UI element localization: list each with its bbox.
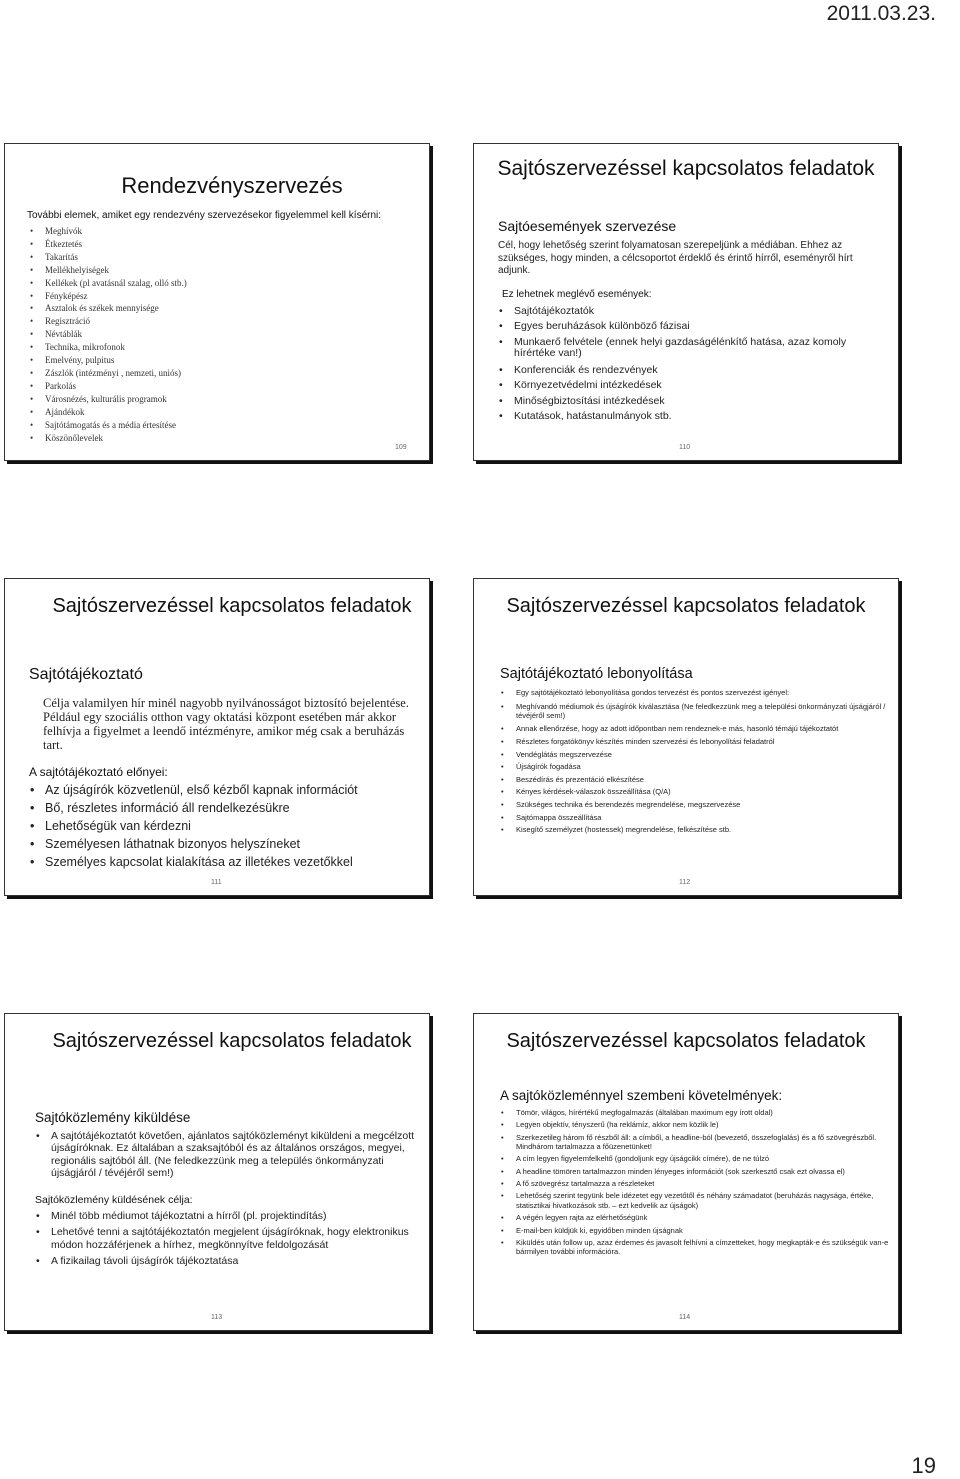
slide-subtitle: Sajtótájékoztató xyxy=(29,666,143,683)
list-item: • Legyen objektív, tényszerű (ha reklámíz, akkor nem közlik le) xyxy=(500,1119,890,1131)
list-item: • Sajtótájékoztatók xyxy=(498,304,888,319)
slide-title: Sajtószervezéssel kapcsolatos feladatok xyxy=(506,1030,866,1052)
list-item: • Egy sajtótájékoztató lebonyolítása gondos tervezést és pontos szervezést igényel: xyxy=(500,687,890,700)
slide-111 xyxy=(4,578,430,896)
list-item: • Munkaerő felvétele (ennek helyi gazdaságélénkítő hatása, azaz komoly hírértéke van!) xyxy=(498,337,888,360)
list-item: • Kiküldés után follow up, azaz érdemes és javasolt felhívni a címzetteket, hogy megkapták-e és szükségük van-e bármilyen további információra. xyxy=(500,1238,890,1257)
list-item: • Névtáblák xyxy=(29,328,187,341)
bullet-list xyxy=(35,1130,415,1181)
list-item: • E-mail-ben küldjük ki, egyidőben minden újságnak xyxy=(500,1225,890,1237)
bullet-list xyxy=(498,304,888,424)
list-item: • Kutatások, hatástanulmányok stb. xyxy=(498,409,888,424)
slide-113 xyxy=(4,1013,430,1331)
slide-number: 111 xyxy=(211,879,222,886)
slide-109 xyxy=(4,143,430,461)
list-item: • Mellékhelyiségek xyxy=(29,264,187,277)
list-item: • Takarítás xyxy=(29,251,187,264)
list-item: • Lehetőség szerint tegyünk bele idézetet egy vezetőtől és néhány számadatot (beruházás nagysága, értéke, statisztikai hivatkozások stb. – ezt kedvelik az újságok) xyxy=(500,1191,890,1210)
list-item: • Étkeztetés xyxy=(29,238,187,251)
bullet-list xyxy=(29,225,187,444)
list-item: • Minőségbiztosítási intézkedések xyxy=(498,394,888,409)
slide-subtitle: Sajtóközlemény kiküldése xyxy=(35,1110,191,1125)
list-item: • Bő, részletes információ áll rendelkezésükre xyxy=(29,800,358,818)
advantages-heading: A sajtótájékoztató előnyei: xyxy=(29,765,168,779)
list-item: • Személyesen láthatnak bizonyos helyszíneket xyxy=(29,836,358,854)
list-item: • Annak ellenőrzése, hogy az adott időpontban nem rendeznek-e más, hasonló témájú tájékoztatót xyxy=(500,724,890,734)
list-item: • Konferenciák és rendezvények xyxy=(498,363,888,378)
list-item: • Parkolás xyxy=(29,380,187,393)
list-item: • A fizikailag távoli újságírók tájékoztatása xyxy=(35,1255,415,1267)
slide-title: Rendezvényszervezés xyxy=(121,173,343,198)
slide-112 xyxy=(473,578,899,896)
slide-title: Sajtószervezéssel kapcsolatos feladatok xyxy=(497,157,875,180)
slide-114 xyxy=(473,1013,899,1331)
list-item: • Kisegítő személyzet (hostessek) megrendelése, felkészítése stb. xyxy=(500,824,890,837)
list-item: • Lehetőségük van kérdezni xyxy=(29,818,358,836)
slide-110 xyxy=(473,143,899,461)
slide-paragraph: Célja valamilyen hír minél nagyobb nyilvánosságot biztosító bejelentése. Például egy szociális otthon vagy oktatási központ esetében már akkor felhívja a figyelmet a leendő intézményre, amikor még csak a beruházás tart. xyxy=(43,696,409,752)
list-item: • Ajándékok xyxy=(29,406,187,419)
slide-subtitle: A sajtóközleménnyel szembeni követelmények: xyxy=(500,1088,783,1103)
bullet-list xyxy=(500,687,890,837)
list-item: • Kellékek (pl avatásnál szalag, olló stb.) xyxy=(29,277,187,290)
list-item: • Újságírók fogadása xyxy=(500,761,890,774)
bullet-list xyxy=(29,782,358,872)
page-number: 19 xyxy=(911,1453,936,1478)
list-item: • A sajtótájékoztatót követően, ajánlatos sajtóközleményt kiküldeni a megcélzott újságíróknak. Ez általában a szaksajtóból és az általános országos, megyei, regionális sajtóból áll. (Ne feledkezzünk meg a település önkormányzati újságjáról / tévéjéről sem!) xyxy=(35,1130,415,1180)
list-item: • Emelvény, pulpitus xyxy=(29,354,187,367)
list-item: • Szükséges technika és berendezés megrendelése, megszervezése xyxy=(500,799,890,812)
list-item: • Technika, mikrofonok xyxy=(29,341,187,354)
slide-subtitle: Sajtótájékoztató lebonyolítása xyxy=(500,666,693,682)
list-item: • Köszönőlevelek xyxy=(29,432,187,445)
slide-paragraph: Cél, hogy lehetőség szerint folyamatosan szerepeljünk a médiában. Ehhez az szükséges, hogy minden, a célcsoportot érdeklő és érintő hírről, eseményről hírt adjunk. xyxy=(498,240,853,276)
list-item: • Fényképész xyxy=(29,290,187,303)
slide-number: 109 xyxy=(395,444,407,451)
slide-number: 110 xyxy=(679,444,691,451)
list-item: • Lehetővé tenni a sajtótájékoztatón megjelent újságíróknak, hogy elektronikus módon hozzáférjenek a hírhez, megkönnyítve feldolgozását xyxy=(35,1226,415,1251)
slide-number: 112 xyxy=(679,879,691,886)
list-item: • Sajtótámogatás és a média értesítése xyxy=(29,419,187,432)
list-item: • A headline tömören tartalmazzon minden lényeges információt (sok szerkesztő csak ezt olvassa el) xyxy=(500,1167,890,1176)
list-item: • A végén legyen rajta az elérhetőségünk xyxy=(500,1212,890,1224)
list-item: • Meghívandó médiumok és újságírók kiválasztása (Ne feledkezzünk meg a települési önkormányzati újságjáról / tévéjéről sem!) xyxy=(500,702,890,721)
list-item: • Minél több médiumot tájékoztatni a hírről (pl. projektindítás) xyxy=(35,1210,415,1222)
list-item: • Részletes forgatókönyv készítés minden szervezési és lebonyolítási feladatról xyxy=(500,736,890,749)
slide-subtitle: Sajtóesemények szervezése xyxy=(498,218,677,234)
list-item: • Zászlók (intézményi , nemzeti, uniós) xyxy=(29,367,187,380)
list-item: • Vendéglátás megszervezése xyxy=(500,749,890,762)
list-item: • Sajtómappa összeállítása xyxy=(500,812,890,825)
list-item: • Tömör, világos, hírértékű megfogalmazás (általában maximum egy írott oldal) xyxy=(500,1107,890,1119)
slide-title: Sajtószervezéssel kapcsolatos feladatok xyxy=(506,595,866,617)
list-item: • Beszédírás és prezentáció elkészítése xyxy=(500,774,890,787)
list-item: • Személyes kapcsolat kialakítása az illetékes vezetőkkel xyxy=(29,854,358,872)
list-item: • Egyes beruházások különböző fázisai xyxy=(498,319,888,334)
bullet-list xyxy=(35,1210,415,1272)
slide-title: Sajtószervezéssel kapcsolatos feladatok xyxy=(52,595,412,617)
slide-number: 113 xyxy=(211,1314,223,1321)
list-item: • Asztalok és székek mennyisége xyxy=(29,302,187,315)
list-item: • Az újságírók közvetlenül, első kézből kapnak információt xyxy=(29,782,358,800)
slide-intro: További elemek, amiket egy rendezvény szervezésekor figyelemmel kell kísérni: xyxy=(27,210,382,221)
slide-title: Sajtószervezéssel kapcsolatos feladatok xyxy=(52,1030,412,1052)
page-date: 2011.03.23. xyxy=(826,2,936,25)
list-item: • Szerkezetileg három fő részből áll: a címből, a headline-ból (bevezető, összefoglalás) és a fő szövegrészből. Mindhárom tartalmazza a főüzenetünket! xyxy=(500,1133,890,1152)
slide-number: 114 xyxy=(679,1314,691,1321)
events-heading: Ez lehetnek meglévő események: xyxy=(502,289,652,300)
list-item: • A cím legyen figyelemfelkeltő (gondoljunk egy újságcikk címére), de ne túlzó xyxy=(500,1153,890,1165)
list-item: • Kényes kérdések-válaszok összeállítása (Q/A) xyxy=(500,786,890,799)
list-item: • A fő szövegrész tartalmazza a részleteket xyxy=(500,1178,890,1190)
bullet-list xyxy=(500,1107,890,1259)
list-item: • Meghívók xyxy=(29,225,187,238)
list-item: • Regisztráció xyxy=(29,315,187,328)
list-item: • Városnézés, kulturális programok xyxy=(29,393,187,406)
list-item: • Környezetvédelmi intézkedések xyxy=(498,378,888,393)
purpose-heading: Sajtóközlemény küldésének célja: xyxy=(35,1194,193,1206)
